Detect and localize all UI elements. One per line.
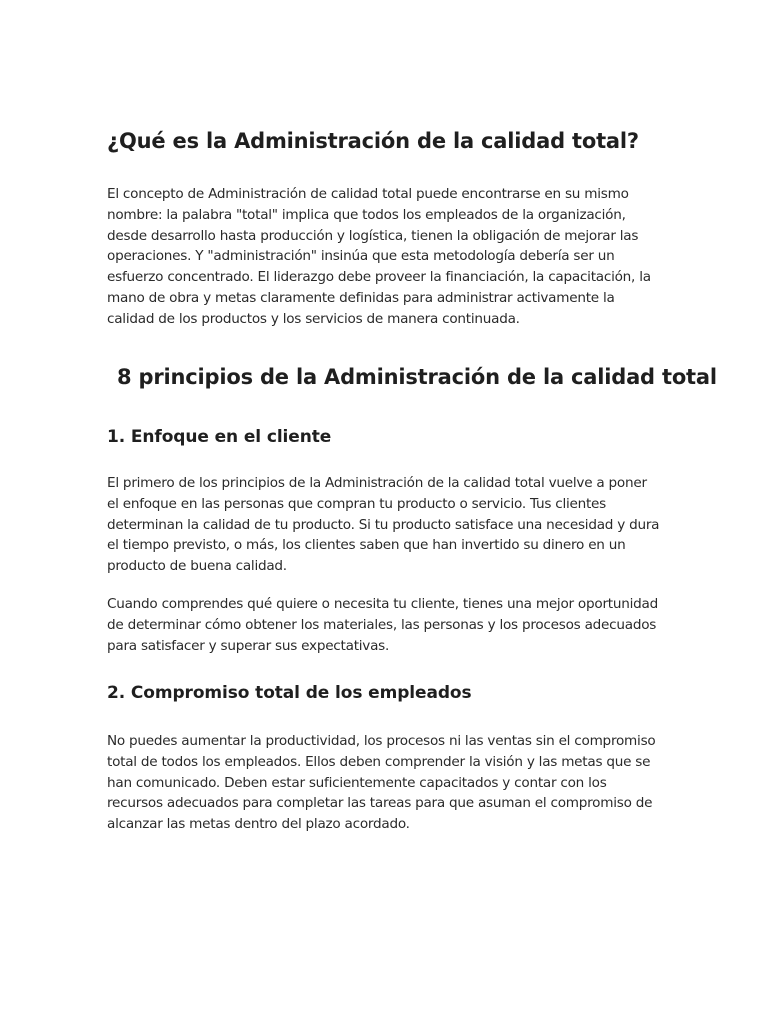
customer-focus-paragraph-1: El primero de los principios de la Administración de la calidad total vuelve a poner el enfoque en las personas que compran tu producto o servicio. Tus clientes determinan la calidad de tu producto. Si tu producto satisface una necesidad y dura el tiempo previsto, o más, los clientes saben que han invertido su dinero en un producto de buena calidad. bbox=[107, 475, 660, 575]
employee-commitment-paragraph: No puedes aumentar la productividad, los procesos ni las ventas sin el compromiso total de todos los empleados. Ellos deben comprender la visión y las metas que se han comunicado. Deben estar suficientemente capacitados y contar con los recursos adecuados para completar las tareas para que asuman el compromiso de alcanzar las metas dentro del plazo acordado. bbox=[107, 733, 656, 833]
principles-heading: 8 principios de la Administración de la calidad total bbox=[117, 365, 717, 389]
page-title: ¿Qué es la Administración de la calidad total? bbox=[107, 129, 639, 153]
section-heading-customer-focus: 1. Enfoque en el cliente bbox=[107, 427, 332, 447]
customer-focus-paragraph-2: Cuando comprendes qué quiere o necesita tu cliente, tienes una mejor oportunidad de determinar cómo obtener los materiales, las personas y los procesos adecuados para satisfacer y superar sus expectativas. bbox=[107, 596, 658, 654]
section-heading-employee-commitment: 2. Compromiso total de los empleados bbox=[107, 683, 472, 703]
intro-paragraph: El concepto de Administración de calidad total puede encontrarse en su mismo nombre: la palabra "total" implica que todos los empleados de la organización, desde desarrollo hasta producción y logística, tienen la obligación de mejorar las operaciones. Y "administración" insinúa que esta metodología debería ser un esfuerzo concentrado. El liderazgo debe proveer la financiación, la capacitación, la mano de obra y metas claramente definidas para administrar activamente la calidad de los productos y los servicios de manera continuada. bbox=[107, 186, 651, 327]
